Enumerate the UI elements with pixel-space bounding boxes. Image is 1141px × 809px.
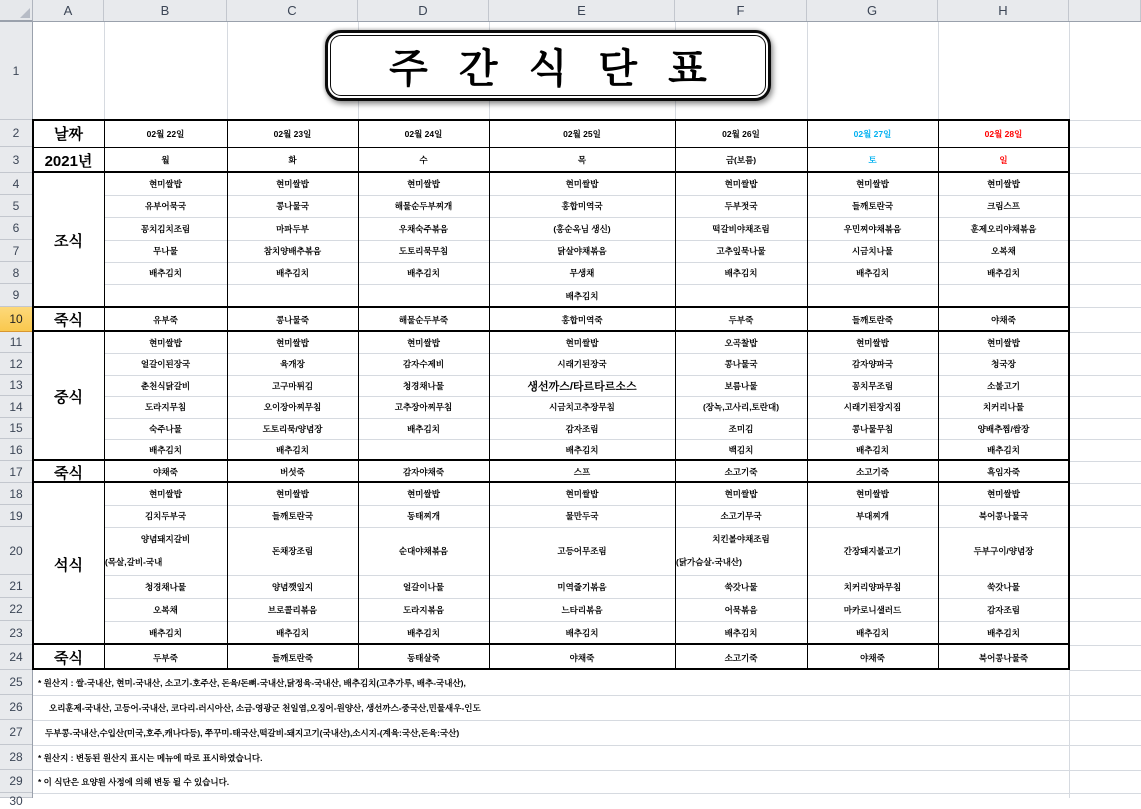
- menu-cell-H20[interactable]: 두부구이/양념장: [973, 546, 1034, 556]
- row-header-15[interactable]: 15: [0, 418, 32, 439]
- menu-cell-E8[interactable]: 무생채: [569, 268, 595, 278]
- menu-cell-B23[interactable]: 배추김치: [149, 628, 182, 638]
- footnote-origin-3[interactable]: 두부콩-국내산,수입산(미국,호주,캐나다등), 쭈꾸미-태국산,떡갈비-돼지고기(국내산),소시지-(계육:국산,돈육:국산): [45, 727, 460, 738]
- menu-cell-E19[interactable]: 물만두국: [565, 511, 599, 521]
- menu-cell-G21[interactable]: 치커리양파무침: [843, 581, 902, 592]
- row-header-3[interactable]: 3: [0, 147, 32, 173]
- menu-cell-H4[interactable]: 현미쌀밥: [987, 179, 1020, 189]
- row-header-26[interactable]: 26: [0, 695, 32, 720]
- gridline: [1070, 645, 1141, 646]
- menu-cell-C18[interactable]: 현미쌀밥: [276, 489, 309, 499]
- column-header-filler[interactable]: [1069, 0, 1141, 21]
- lunch-label-cell[interactable]: 중식: [54, 389, 83, 406]
- menu-cell-D12[interactable]: 감자수제비: [402, 359, 445, 369]
- day-cell-D[interactable]: 수: [419, 155, 428, 165]
- menu-cell-H14[interactable]: 치커리나물: [982, 402, 1025, 412]
- menu-cell-B16[interactable]: 배추김치: [149, 445, 182, 455]
- column-header-H[interactable]: H: [938, 0, 1069, 21]
- menu-cell-E18[interactable]: 현미쌀밥: [565, 489, 599, 499]
- menu-cell-C13[interactable]: 고구마튀김: [271, 380, 314, 391]
- menu-cell-E21[interactable]: 미역줄기볶음: [557, 581, 607, 592]
- gridline: [1070, 284, 1141, 285]
- select-all-corner[interactable]: [0, 0, 33, 21]
- row-header-30[interactable]: 30: [0, 793, 32, 798]
- row-header-2[interactable]: 2: [0, 120, 32, 147]
- breakfast-label-cell[interactable]: 조식: [54, 232, 83, 250]
- gridline: [1070, 147, 1141, 148]
- menu-cell-B5[interactable]: 유부어묵국: [144, 201, 187, 211]
- menu-cell-F20[interactable]: [675, 527, 807, 575]
- date-cell-H[interactable]: 02월 28일: [984, 128, 1023, 139]
- menu-cell-H18[interactable]: 현미쌀밥: [987, 489, 1020, 499]
- menu-cell-G10[interactable]: 들깨토란죽: [851, 314, 894, 325]
- menu-cell-B18[interactable]: 현미쌀밥: [149, 489, 182, 499]
- menu-cell-E17[interactable]: 스프: [573, 467, 591, 477]
- gridline: [807, 22, 808, 120]
- menu-cell-D17[interactable]: 감자야채죽: [402, 467, 445, 477]
- menu-cell-C15[interactable]: 도토리묵/양념장: [262, 423, 323, 434]
- gridline: [1070, 240, 1141, 241]
- date-label-cell[interactable]: 날짜: [54, 126, 83, 143]
- menu-cell-H5[interactable]: 크림스프: [987, 201, 1020, 211]
- menu-cell-B20[interactable]: [104, 527, 227, 575]
- menu-cell-G12[interactable]: 감자양파국: [851, 359, 894, 369]
- menu-cell-F4[interactable]: 현미쌀밥: [724, 179, 758, 189]
- menu-cell-G4[interactable]: 현미쌀밥: [856, 179, 889, 189]
- menu-cell-G9[interactable]: [807, 284, 938, 307]
- menu-cell-C20[interactable]: 돈채장조림: [271, 546, 314, 556]
- menu-cell-E12[interactable]: 시래기된장국: [557, 359, 607, 369]
- menu-cell-F17[interactable]: 소고기죽: [724, 467, 758, 477]
- menu-cell-D9[interactable]: [358, 284, 489, 307]
- menu-cell-C21[interactable]: 양념깻잎지: [271, 581, 314, 592]
- footnote-origin-1[interactable]: * 원산지 : 쌀-국내산, 현미-국내산, 소고기-호주산, 돈육/돈뼈-국내산,닭정육-국내산, 배추김치(고추가루, 배추-국내산),: [38, 677, 466, 688]
- menu-cell-F14[interactable]: (장녹,고사리,토란대): [702, 402, 780, 412]
- menu-cell-E20[interactable]: 고등어무조림: [557, 546, 607, 556]
- menu-cell-B14[interactable]: 도라지무침: [144, 402, 187, 412]
- gridline: [1069, 22, 1070, 120]
- menu-cell-D18[interactable]: 현미쌀밥: [407, 489, 440, 499]
- menu-cell-C17[interactable]: 버섯죽: [280, 467, 305, 477]
- menu-cell-G17[interactable]: 소고기죽: [856, 467, 889, 477]
- row-header-8[interactable]: 8: [0, 262, 32, 284]
- menu-cell-F12[interactable]: 콩나물국: [724, 359, 758, 369]
- dinner-label-cell[interactable]: 석식: [54, 556, 83, 574]
- menu-cell-G11[interactable]: 현미쌀밥: [856, 337, 889, 348]
- date-cell-B[interactable]: 02월 22일: [146, 128, 185, 139]
- menu-cell-B17[interactable]: 야채죽: [153, 467, 178, 477]
- gridline: [1070, 621, 1141, 622]
- menu-cell-D4[interactable]: 현미쌀밥: [407, 179, 440, 189]
- column-header-B[interactable]: B: [104, 0, 227, 21]
- menu-cell-B10[interactable]: 유부죽: [153, 314, 178, 325]
- menu-cell-D19[interactable]: 동태찌개: [407, 511, 440, 521]
- menu-cell-B12[interactable]: 얼갈이된장국: [140, 359, 191, 369]
- date-cell-E[interactable]: 02월 25일: [563, 128, 601, 139]
- row-header-11[interactable]: 11: [0, 332, 32, 353]
- row-header-21[interactable]: 21: [0, 575, 32, 598]
- menu-cell-H15[interactable]: 양배추찜/쌈장: [977, 423, 1030, 434]
- menu-cell-D5[interactable]: 해물순두부찌개: [394, 201, 453, 211]
- menu-cell-G16[interactable]: 배추김치: [856, 445, 889, 455]
- menu-cell-D22[interactable]: 도라지볶음: [402, 604, 445, 615]
- menu-cell-B7[interactable]: 무나물: [153, 246, 178, 256]
- column-header-F[interactable]: F: [675, 0, 807, 21]
- menu-cell-C9[interactable]: [227, 284, 358, 307]
- menu-cell-B4[interactable]: 현미쌀밥: [149, 179, 182, 189]
- menu-cell-D21[interactable]: 얼갈이나물: [402, 581, 445, 592]
- menu-cell-G19[interactable]: 부대찌개: [856, 511, 889, 521]
- menu-cell-C22[interactable]: 브로콜리볶음: [267, 604, 318, 615]
- menu-cell-C8[interactable]: 배추김치: [276, 268, 309, 278]
- gridline: [1070, 173, 1141, 174]
- date-cell-F[interactable]: 02월 26일: [722, 128, 760, 139]
- gridline: [1070, 307, 1141, 308]
- menu-cell-E6[interactable]: (홍순옥님 생신): [553, 223, 611, 234]
- gridline: [1070, 527, 1141, 528]
- menu-cell-E15[interactable]: 감자조림: [565, 423, 599, 434]
- gridline: [1069, 670, 1070, 798]
- menu-line: (닭가슴살-국내산): [676, 557, 742, 567]
- menu-cell-F11[interactable]: 오곡찰밥: [724, 337, 758, 348]
- menu-cell-F8[interactable]: 배추김치: [724, 268, 758, 278]
- menu-cell-E16[interactable]: 배추김치: [565, 445, 599, 455]
- footnote-origin-note[interactable]: * 원산지 : 변동된 원산지 표시는 메뉴에 따로 표시하였습니다.: [38, 752, 263, 763]
- menu-cell-F18[interactable]: 현미쌀밥: [724, 489, 758, 499]
- menu-cell-B24[interactable]: 두부죽: [153, 652, 178, 663]
- day-cell-F[interactable]: 금(보름): [725, 155, 757, 165]
- menu-cell-D16[interactable]: [358, 439, 489, 461]
- gridline: [1070, 670, 1141, 671]
- row-header-14[interactable]: 14: [0, 396, 32, 418]
- menu-cell-C11[interactable]: 현미쌀밥: [276, 337, 309, 348]
- row-header-28[interactable]: 28: [0, 745, 32, 770]
- gridline: [1070, 439, 1141, 440]
- select-all-triangle-icon: [20, 8, 30, 18]
- porridge-label-cell-3[interactable]: 죽식: [54, 650, 83, 667]
- porridge-label-cell-1[interactable]: 죽식: [54, 312, 83, 329]
- row-header-23[interactable]: 23: [0, 621, 32, 645]
- gridline: [1070, 461, 1141, 462]
- menu-cell-E23[interactable]: 배추김치: [565, 628, 599, 638]
- column-header-G[interactable]: G: [807, 0, 938, 21]
- menu-cell-B19[interactable]: 김치두부국: [144, 511, 187, 521]
- menu-cell-D15[interactable]: 배추김치: [407, 423, 440, 434]
- menu-cell-G5[interactable]: 들깨토란국: [851, 201, 894, 211]
- menu-cell-H23[interactable]: 배추김치: [987, 628, 1020, 638]
- gridline: [1070, 575, 1141, 576]
- date-cell-G[interactable]: 02월 27일: [853, 128, 892, 139]
- date-cell-C[interactable]: 02월 23일: [273, 128, 312, 139]
- row-header-24[interactable]: 24: [0, 645, 32, 670]
- menu-cell-H16[interactable]: 배추김치: [987, 445, 1020, 455]
- footnote-origin-2[interactable]: 오리훈제-국내산, 고등어-국내산, 코다리-러시아산, 소금-영광군 천일염,오징어-원양산, 생선까스-중국산,민물새우-인도: [49, 702, 481, 713]
- menu-cell-F16[interactable]: 백김치: [728, 445, 754, 455]
- menu-cell-C14[interactable]: 오이장아찌무침: [263, 402, 322, 412]
- menu-cell-D13[interactable]: 청경채나물: [402, 380, 445, 391]
- menu-cell-H24[interactable]: 북어콩나물죽: [978, 652, 1029, 663]
- menu-cell-C7[interactable]: 참치양배추볶음: [263, 246, 322, 256]
- menu-cell-C24[interactable]: 들깨토란죽: [271, 652, 314, 663]
- menu-cell-F9[interactable]: [675, 284, 807, 307]
- menu-cell-G18[interactable]: 현미쌀밥: [856, 489, 889, 499]
- row-header-12[interactable]: 12: [0, 353, 32, 375]
- menu-title-shape[interactable]: [325, 30, 771, 101]
- menu-cell-E5[interactable]: 홍합미역국: [561, 201, 603, 211]
- menu-cell-D6[interactable]: 우채숙주볶음: [398, 223, 449, 234]
- menu-cell-E13[interactable]: 생선까스/타르타르소스: [527, 380, 637, 393]
- menu-cell-F5[interactable]: 두부젓국: [724, 201, 758, 211]
- menu-cell-F6[interactable]: 떡갈비야채조림: [712, 223, 770, 234]
- menu-cell-F23[interactable]: 배추김치: [724, 628, 758, 638]
- gridline: [1070, 418, 1141, 419]
- row-header-10[interactable]: 10: [0, 307, 32, 332]
- menu-cell-C6[interactable]: 마파두부: [276, 223, 309, 234]
- menu-cell-F15[interactable]: 조미김: [728, 423, 754, 434]
- gridline: [938, 22, 939, 120]
- menu-cell-B9[interactable]: [104, 284, 227, 307]
- menu-cell-E4[interactable]: 현미쌀밥: [565, 179, 599, 189]
- row-header-22[interactable]: 22: [0, 598, 32, 621]
- row-header-25[interactable]: 25: [0, 670, 32, 695]
- gridline: [33, 793, 1141, 794]
- gridline: [1070, 483, 1141, 484]
- menu-cell-F19[interactable]: 소고기무국: [720, 511, 762, 521]
- menu-cell-G22[interactable]: 마카로니샐러드: [843, 604, 902, 615]
- row-header-18[interactable]: 18: [0, 483, 32, 505]
- menu-cell-G7[interactable]: 시금치나물: [851, 246, 894, 256]
- menu-cell-H7[interactable]: 오복채: [991, 246, 1016, 256]
- menu-cell-G15[interactable]: 콩나물무침: [851, 423, 894, 434]
- menu-cell-C23[interactable]: 배추김치: [276, 628, 309, 638]
- menu-cell-G14[interactable]: 시래기된장지짐: [843, 402, 902, 412]
- gridline: [1070, 195, 1141, 196]
- menu-cell-B6[interactable]: 꽁치김치조림: [140, 223, 191, 234]
- menu-cell-H17[interactable]: 흑임자죽: [987, 467, 1020, 477]
- menu-cell-H11[interactable]: 현미쌀밥: [987, 337, 1020, 348]
- menu-cell-F22[interactable]: 어묵볶음: [724, 604, 758, 615]
- menu-cell-D14[interactable]: 고추장아찌무침: [394, 402, 453, 412]
- menu-cell-D8[interactable]: 배추김치: [407, 268, 440, 278]
- menu-cell-G20[interactable]: 간장돼지불고기: [843, 546, 902, 556]
- menu-cell-B13[interactable]: 춘천식닭갈비: [140, 380, 191, 391]
- page-title: 주 간 식 단 표: [330, 35, 766, 96]
- menu-cell-E9[interactable]: 배추김치: [565, 290, 599, 301]
- menu-cell-H21[interactable]: 쑥갓나물: [987, 581, 1020, 592]
- menu-cell-C10[interactable]: 콩나물죽: [276, 314, 309, 325]
- row-header-17[interactable]: 17: [0, 461, 32, 483]
- column-header-D[interactable]: D: [358, 0, 489, 21]
- menu-cell-E11[interactable]: 현미쌀밥: [565, 337, 599, 348]
- column-header-E[interactable]: E: [489, 0, 675, 21]
- menu-cell-D23[interactable]: 배추김치: [407, 628, 440, 638]
- menu-cell-B11[interactable]: 현미쌀밥: [149, 337, 182, 348]
- menu-cell-G24[interactable]: 야채죽: [860, 652, 885, 663]
- menu-cell-H8[interactable]: 배추김치: [987, 268, 1020, 278]
- row-header-29[interactable]: 29: [0, 770, 32, 793]
- menu-cell-C16[interactable]: 배추김치: [276, 445, 309, 455]
- menu-cell-E24[interactable]: 야채죽: [569, 652, 595, 663]
- menu-cell-B22[interactable]: 오복채: [153, 604, 178, 615]
- day-cell-G[interactable]: 토: [868, 155, 877, 165]
- menu-cell-C12[interactable]: 육개장: [280, 359, 305, 369]
- row-header-4[interactable]: 4: [0, 173, 32, 195]
- footnote-change-note[interactable]: * 이 식단은 요양원 사정에 의해 변동 될 수 있습니다.: [38, 776, 230, 787]
- gridline: [1070, 262, 1141, 263]
- menu-cell-F24[interactable]: 소고기죽: [724, 652, 758, 663]
- menu-cell-F13[interactable]: 보름나물: [724, 380, 758, 391]
- menu-cell-C4[interactable]: 현미쌀밥: [276, 179, 309, 189]
- menu-cell-C5[interactable]: 콩나물국: [276, 201, 309, 211]
- menu-cell-H12[interactable]: 청국장: [991, 359, 1016, 369]
- menu-cell-E10[interactable]: 홍합미역죽: [561, 314, 603, 325]
- menu-cell-D11[interactable]: 현미쌀밥: [407, 337, 440, 348]
- row-header-6[interactable]: 6: [0, 217, 32, 240]
- menu-cell-G6[interactable]: 우민찌야채볶음: [843, 223, 902, 234]
- menu-cell-G8[interactable]: 배추김치: [856, 268, 889, 278]
- row-header-27[interactable]: 27: [0, 720, 32, 745]
- gridline: [1070, 396, 1141, 397]
- gridline: [1070, 332, 1141, 333]
- menu-cell-G13[interactable]: 꽁치무조림: [851, 380, 894, 391]
- day-cell-B[interactable]: 월: [161, 155, 170, 165]
- menu-cell-H22[interactable]: 감자조림: [987, 604, 1020, 615]
- day-cell-E[interactable]: 목: [577, 155, 587, 165]
- menu-cell-C19[interactable]: 들깨토란국: [271, 511, 314, 521]
- menu-cell-E22[interactable]: 느타리볶음: [561, 604, 603, 615]
- date-cell-D[interactable]: 02월 24일: [404, 128, 443, 139]
- menu-line: 양념돼지갈비: [140, 534, 191, 544]
- menu-cell-D24[interactable]: 동태살죽: [407, 652, 440, 663]
- menu-cell-H9[interactable]: [938, 284, 1069, 307]
- gridline: [1070, 598, 1141, 599]
- gridline: [1070, 120, 1141, 121]
- column-header-A[interactable]: A: [33, 0, 104, 21]
- row-header-13[interactable]: 13: [0, 375, 32, 396]
- row-header-19[interactable]: 19: [0, 505, 32, 527]
- day-cell-C[interactable]: 화: [288, 155, 297, 165]
- row-header-9[interactable]: 9: [0, 284, 32, 307]
- gridline: [1070, 505, 1141, 506]
- gridline: [1070, 375, 1141, 376]
- menu-cell-F10[interactable]: 두부죽: [728, 314, 754, 325]
- row-header-7[interactable]: 7: [0, 240, 32, 262]
- menu-cell-F21[interactable]: 쑥갓나물: [724, 581, 758, 592]
- menu-cell-G23[interactable]: 배추김치: [856, 628, 889, 638]
- menu-cell-H6[interactable]: 훈제오리야채볶음: [970, 223, 1037, 234]
- year-label-cell[interactable]: 2021년: [44, 152, 93, 170]
- menu-cell-E7[interactable]: 닭살야채볶음: [557, 246, 607, 256]
- menu-cell-F7[interactable]: 고추잎묵나물: [716, 246, 766, 256]
- menu-cell-D10[interactable]: 해물순두부죽: [398, 314, 449, 325]
- menu-cell-E14[interactable]: 시금치고추장무침: [549, 402, 615, 412]
- menu-cell-D7[interactable]: 도토리묵무침: [398, 246, 449, 256]
- menu-line: 치킨볼야채조림: [712, 534, 770, 544]
- row-header-5[interactable]: 5: [0, 195, 32, 217]
- menu-cell-B21[interactable]: 청경채나물: [144, 581, 187, 592]
- porridge-label-cell-2[interactable]: 죽식: [54, 464, 83, 482]
- menu-line: (목살,갈비-국내: [105, 557, 163, 567]
- row-header-1[interactable]: 1: [0, 22, 32, 120]
- column-header-C[interactable]: C: [227, 0, 358, 21]
- gridline: [1070, 217, 1141, 218]
- gridline: [227, 22, 228, 120]
- day-cell-H[interactable]: 일: [999, 155, 1008, 165]
- menu-cell-B8[interactable]: 배추김치: [149, 268, 182, 278]
- gridline: [104, 22, 105, 120]
- menu-cell-H19[interactable]: 북어콩나물국: [978, 511, 1029, 521]
- menu-cell-H10[interactable]: 야채죽: [991, 314, 1016, 325]
- menu-cell-D20[interactable]: 순대야채볶음: [398, 546, 449, 556]
- row-header-16[interactable]: 16: [0, 439, 32, 461]
- row-header-20[interactable]: 20: [0, 527, 32, 575]
- gridline: [1070, 353, 1141, 354]
- menu-cell-B15[interactable]: 숙주나물: [149, 423, 182, 434]
- menu-cell-H13[interactable]: 소불고기: [987, 380, 1020, 391]
